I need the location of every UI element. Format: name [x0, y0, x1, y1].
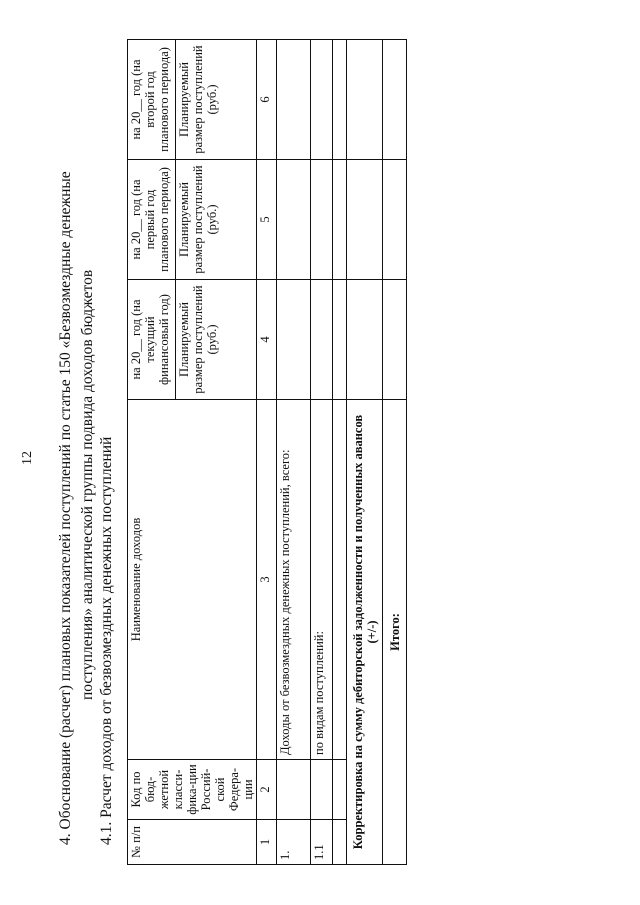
- row-num: 1.1: [311, 820, 333, 865]
- header-year-current: на 20__ год (на текущий финансовый год): [128, 280, 176, 400]
- total-label: Итого:: [383, 400, 407, 865]
- row-code: [277, 760, 311, 820]
- page-number: 12: [20, 451, 35, 465]
- col-number-5: 5: [257, 160, 277, 280]
- row-value-first: [311, 160, 333, 280]
- table-row-empty: [333, 40, 347, 865]
- total-row: [383, 40, 407, 865]
- row-code: [311, 760, 333, 820]
- header-year-second: на 20__ год (на второй год планового периода): [128, 40, 176, 160]
- section-4-title-line1: 4. Обоснование (расчет) плановых показателей поступлений по статье 150 «Безвозмездные денежные: [57, 171, 74, 845]
- column-number-row: [257, 40, 277, 865]
- adjustment-label: Корректировка на сумму дебиторской задолженности и полученных авансов (+/-): [347, 400, 383, 865]
- header-year-first: на 20__ год (на первый год планового периода): [128, 160, 176, 280]
- row-value-current: [277, 280, 311, 400]
- col-number-3: 3: [257, 400, 277, 760]
- row-value-second: [277, 40, 311, 160]
- section-4-title-line2: поступления» аналитической группы подвида доходов бюджетов: [79, 269, 96, 700]
- row-num: 1.: [277, 820, 311, 865]
- header-sub-current: Планируемый размер поступлений (руб.): [175, 280, 256, 400]
- table-row: [277, 40, 311, 865]
- col-number-2: 2: [257, 760, 277, 820]
- row-name: Доходы от безвозмездных денежных поступлений, всего:: [277, 400, 311, 760]
- header-row-1: [128, 40, 176, 865]
- row-value-second: [311, 40, 333, 160]
- section-4-title: [55, 171, 99, 845]
- revenue-table: [127, 39, 407, 865]
- col-number-1: 1: [257, 820, 277, 865]
- row-name: по видам поступлений:: [311, 400, 333, 760]
- row-value-current: [311, 280, 333, 400]
- section-4-1-title: 4.1. Расчет доходов от безвозмездных денежных поступлений: [98, 436, 115, 845]
- header-num: № п/п: [128, 820, 257, 865]
- header-sub-second: Планируемый размер поступлений (руб.): [175, 40, 256, 160]
- col-number-6: 6: [257, 40, 277, 160]
- table-row: [311, 40, 333, 865]
- row-value-first: [277, 160, 311, 280]
- adjustment-row: [347, 40, 383, 865]
- header-code: Код по бюд-жетной класси-фика-ции Россий-ской Федера-ции: [128, 760, 257, 820]
- col-number-4: 4: [257, 280, 277, 400]
- header-sub-first: Планируемый размер поступлений (руб.): [175, 160, 256, 280]
- header-name: Наименование доходов: [128, 400, 257, 760]
